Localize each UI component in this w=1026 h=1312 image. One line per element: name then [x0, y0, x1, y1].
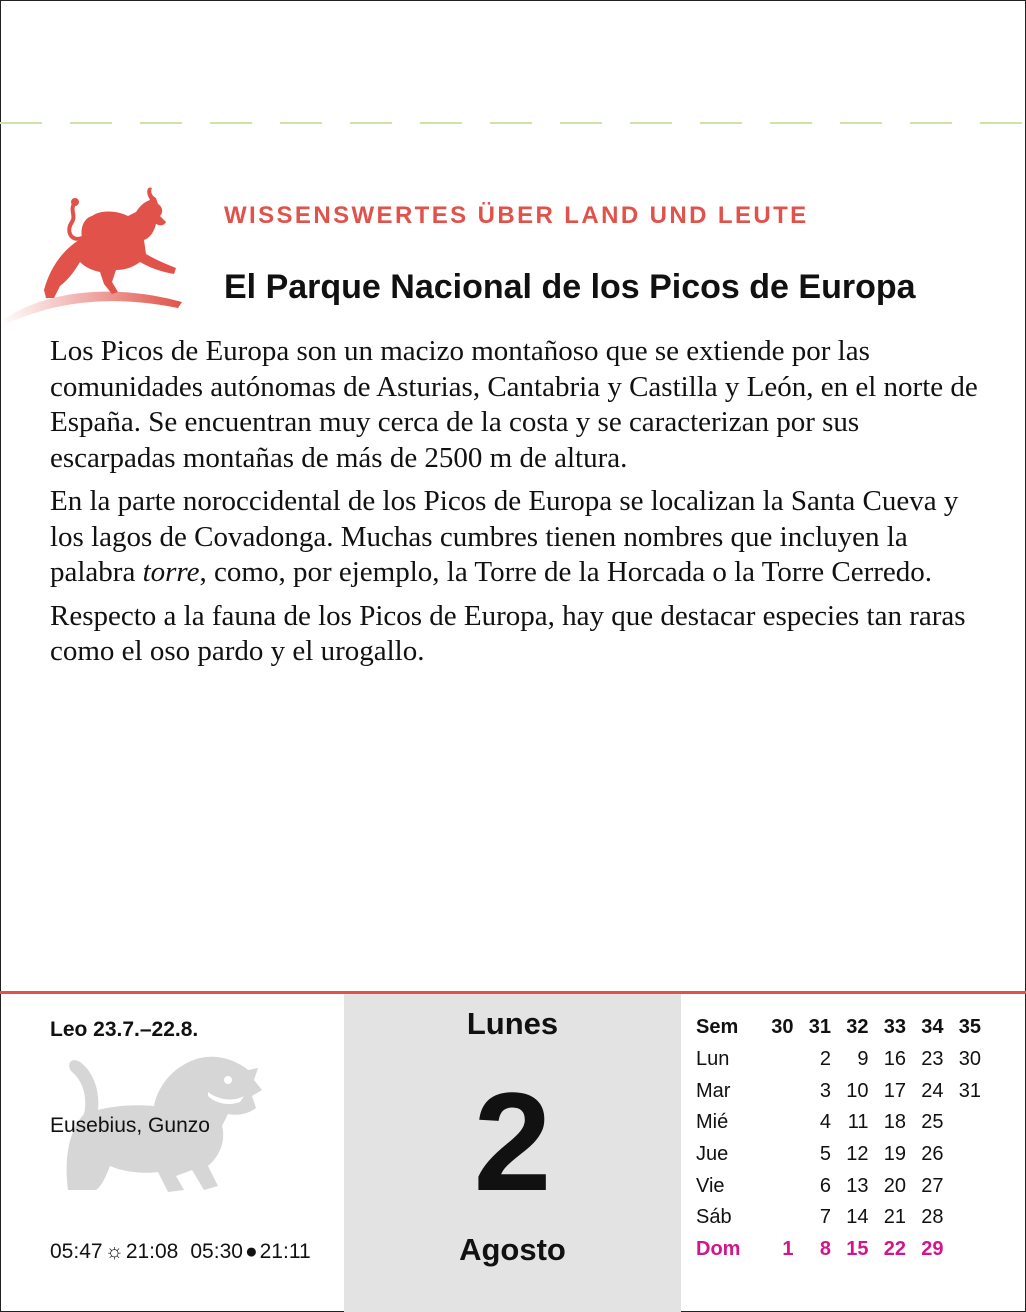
- calendar-day: 27: [921, 1174, 944, 1197]
- article-body: [50, 334, 980, 678]
- weekday: Lunes: [466, 1006, 559, 1041]
- sun-icon: ☼: [104, 1240, 124, 1263]
- calendar-day: 31: [958, 1079, 981, 1102]
- name-day: Eusebius, Gunzo: [50, 1114, 210, 1137]
- calendar-day: [756, 1044, 794, 1076]
- moonrise-time: 05:30: [190, 1240, 243, 1263]
- calendar-day: 4: [819, 1111, 831, 1134]
- sun-moon-times: [50, 1240, 311, 1264]
- section-kicker: WISSENSWERTES ÜBER LAND UND LEUTE: [224, 202, 809, 229]
- bull-icon: [0, 182, 190, 327]
- calendar-row-mar: [696, 1075, 981, 1107]
- moon-icon: ●: [244, 1240, 258, 1263]
- day-label: Mié: [696, 1111, 729, 1134]
- article-paragraph-1: Los Picos de Europa son un macizo montañoso que se extiende por las comunidades autónomas de Asturias, Cantabria y Castilla y León, en el norte de España. Se encuentran muy cerca de la costa y se caracterizan por sus escarpadas montañas de más de 2500 m de altura.: [50, 335, 978, 474]
- calendar-row-lun: [696, 1044, 981, 1076]
- perforation-line: [0, 122, 1026, 124]
- calendar-row-sab: [696, 1202, 981, 1234]
- calendar-day: 11: [847, 1111, 869, 1134]
- week-number: 30: [771, 1016, 794, 1039]
- calendar-day: 10: [846, 1079, 869, 1102]
- calendar-day: 25: [921, 1111, 944, 1134]
- calendar-day: 9: [857, 1048, 869, 1071]
- calendar-day: 12: [846, 1143, 869, 1166]
- paragraph-2-text-start: En la parte noroccidental de los Picos de Europa se localizan la Santa Cueva y los lagos de Covadonga. Muchas cumbres tienen nombres que incluyen la palabra: [50, 485, 959, 588]
- day-number: 2: [473, 1063, 552, 1220]
- calendar-day: [756, 1107, 794, 1139]
- calendar-day: 1: [782, 1238, 794, 1261]
- week-number: 35: [958, 1016, 981, 1039]
- calendar-day: 19: [883, 1143, 906, 1166]
- zodiac-sign: Leo 23.7.–22.8.: [50, 1018, 199, 1041]
- day-label: Dom: [696, 1238, 741, 1261]
- calendar-day: 13: [846, 1174, 869, 1197]
- day-label: Vie: [696, 1174, 725, 1197]
- calendar-day: 14: [846, 1206, 869, 1229]
- calendar-day: 26: [921, 1143, 944, 1166]
- calendar-day: 23: [921, 1048, 944, 1071]
- calendar-day: 15: [846, 1238, 869, 1261]
- article-paragraph-2: [50, 484, 980, 591]
- calendar-day: 2: [819, 1048, 831, 1071]
- calendar-day: 17: [883, 1079, 906, 1102]
- week-number: 32: [846, 1016, 869, 1039]
- calendar-day: [756, 1170, 794, 1202]
- week-label: Sem: [696, 1016, 739, 1039]
- article-title: El Parque Nacional de los Picos de Europa: [224, 268, 916, 306]
- calendar-row-dom: [696, 1234, 981, 1266]
- calendar-day: 3: [819, 1079, 831, 1102]
- mini-calendar: [696, 1012, 981, 1266]
- calendar-day: 24: [921, 1079, 944, 1102]
- calendar-day: 18: [883, 1111, 906, 1134]
- paragraph-2-text-end: , como, por ejemplo, la Torre de la Horcada o la Torre Cerredo.: [199, 556, 933, 588]
- calendar-day: 16: [883, 1048, 906, 1071]
- calendar-row-jue: [696, 1139, 981, 1171]
- calendar-day: [756, 1075, 794, 1107]
- calendar-day: 28: [921, 1206, 944, 1229]
- calendar-day: [756, 1202, 794, 1234]
- calendar-day: [944, 1139, 982, 1171]
- week-number-row: [696, 1012, 981, 1044]
- calendar-day: 8: [819, 1238, 831, 1261]
- day-label: Lun: [696, 1048, 730, 1071]
- calendar-day: 7: [819, 1206, 831, 1229]
- article-paragraph-3: Respecto a la fauna de los Picos de Europa, hay que destacar especies tan raras como el oso pardo y el urogallo.: [50, 599, 966, 667]
- calendar-day: [944, 1202, 982, 1234]
- calendar-day: 6: [819, 1174, 831, 1197]
- day-label: Jue: [696, 1143, 729, 1166]
- calendar-row-mie: [696, 1107, 981, 1139]
- emphasized-word: torre: [142, 556, 200, 588]
- calendar-day: [944, 1107, 982, 1139]
- month: Agosto: [459, 1232, 566, 1267]
- sunrise-time: 05:47: [50, 1240, 103, 1263]
- moonset-time: 21:11: [259, 1240, 311, 1263]
- calendar-day: 20: [883, 1174, 906, 1197]
- calendar-day: [944, 1170, 982, 1202]
- calendar-day: [756, 1139, 794, 1171]
- calendar-row-vie: [696, 1170, 981, 1202]
- sunset-time: 21:08: [125, 1240, 179, 1263]
- calendar-day: 5: [819, 1143, 831, 1166]
- day-label: Mar: [696, 1079, 731, 1102]
- calendar-day: 21: [883, 1206, 906, 1229]
- calendar-day: 22: [883, 1238, 906, 1261]
- calendar-day: 30: [958, 1048, 981, 1071]
- week-number: 33: [883, 1016, 906, 1039]
- calendar-day: [944, 1234, 982, 1266]
- week-number: 31: [808, 1016, 831, 1039]
- week-number: 34: [921, 1016, 944, 1039]
- day-label: Sáb: [696, 1206, 732, 1229]
- calendar-day: 29: [921, 1238, 944, 1261]
